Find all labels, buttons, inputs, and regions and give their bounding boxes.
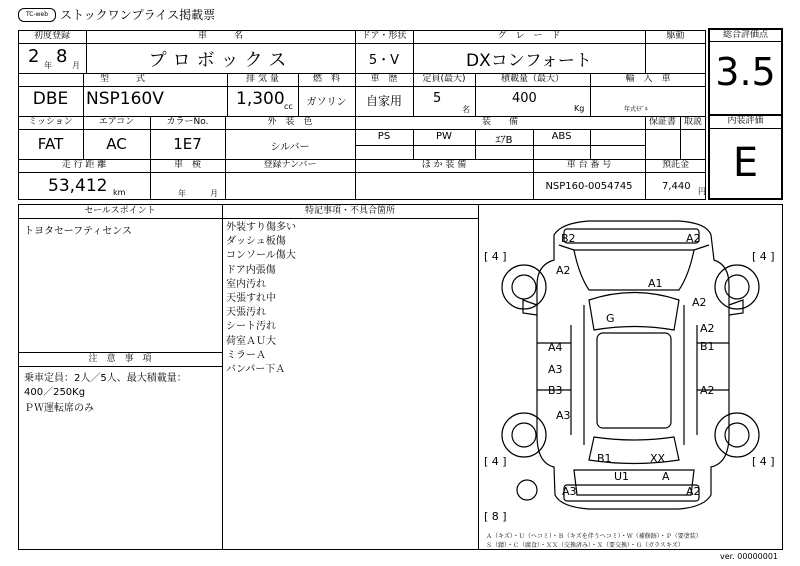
tire-depth-spare: [ 8 ] (484, 510, 507, 523)
windshield (589, 293, 679, 331)
wheel-rear-left (502, 413, 546, 457)
total-score: 3.5 (715, 50, 776, 94)
fuel: ガソリン (306, 97, 347, 108)
note-item: コンソール傷大 (226, 250, 296, 262)
mission: FAT (37, 135, 64, 153)
header-other-equipment: ほ か 装 備 (421, 160, 467, 170)
note-item: 荷室ＡＵ大 (226, 335, 276, 347)
tire-depth-rl: [ 4 ] (484, 455, 507, 468)
header-plate: 登録ナンバー (263, 160, 317, 170)
note-item: 天張汚れ (226, 307, 266, 319)
note-item: 天張すれ中 (226, 293, 276, 305)
version: ver. 00000001 (720, 552, 779, 561)
form-title: ストックワンプライス掲載票 (60, 8, 216, 22)
tire-depth-fr: [ 4 ] (752, 250, 775, 263)
note-item: ミラーＡ (226, 349, 266, 361)
header-door-shape: ドア・形状 (361, 31, 407, 41)
aircon: AC (106, 135, 127, 153)
payload-unit: Kg (574, 104, 585, 113)
equipment-pw: PW (436, 131, 452, 142)
header-fuel: 燃 料 (312, 74, 340, 84)
legend-line-2: Ｓ（錆）・Ｃ（腐食）・ＸＸ（交換済み）・Ｘ（要交換）・Ｇ（ガラスキズ） (486, 542, 684, 549)
month-unit: 月 (72, 61, 80, 70)
first-reg-month: 8 (56, 46, 68, 67)
wheel-rear-right (715, 413, 759, 457)
year-unit: 年 (44, 61, 52, 70)
damage-mark: A3 (556, 409, 571, 422)
first-reg-year: 2 (28, 46, 40, 67)
rear-bumper (564, 485, 699, 501)
damage-mark: A3 (548, 363, 563, 376)
spare-tire (517, 480, 537, 500)
header-displacement: 排 気 量 (246, 74, 279, 84)
equipment-abs: ABS (551, 131, 572, 142)
damage-mark: A4 (548, 341, 563, 354)
caution-title: 注 意 事 項 (88, 354, 152, 364)
damage-mark: G (606, 312, 615, 325)
note-item: シート汚れ (226, 321, 276, 333)
displacement: 1,300 (236, 89, 285, 109)
caution-list (24, 372, 187, 417)
exterior-color: シルバー (270, 142, 310, 153)
note-item: 室内汚れ (226, 278, 266, 290)
header-drive: 駆動 (666, 31, 685, 41)
mileage: 53,412 (48, 176, 108, 196)
damage-mark: A (662, 470, 670, 483)
door-shape: 5・V (368, 53, 400, 68)
import-model-year: 年式ﾓﾃﾞﾙ (624, 106, 649, 113)
header-history: 車 歴 (370, 74, 398, 84)
damage-mark: B1 (597, 452, 612, 465)
inspection-year-unit: 年 (178, 189, 186, 198)
note-item: ドア内張傷 (226, 264, 276, 276)
damage-mark: U1 (614, 470, 630, 483)
displacement-unit: cc (284, 102, 293, 111)
color-no: 1E7 (173, 135, 202, 153)
sales-point-title: セールスポイント (84, 206, 156, 216)
damage-mark: A2 (700, 322, 715, 335)
model-prefix: DBE (32, 89, 69, 109)
history: 自家用 (365, 94, 402, 108)
capacity-unit: 名 (462, 105, 470, 114)
note-item: ダッシュ板傷 (226, 236, 286, 248)
interior-score: E (732, 140, 759, 186)
roof (597, 333, 671, 428)
header-chassis-no: 車 台 番 号 (566, 160, 612, 170)
wheel-front-left (502, 265, 546, 309)
mirror-left (523, 300, 537, 315)
header-mileage: 走 行 距 離 (61, 160, 107, 170)
header-interior-score: 内装評価 (727, 116, 764, 126)
tire-depth-rr: [ 4 ] (752, 455, 775, 468)
damage-mark: A2 (686, 485, 701, 498)
payload: 400 (512, 91, 537, 106)
damage-mark: A2 (692, 296, 707, 309)
notes-list (226, 221, 296, 377)
header-aircon: エアコン (98, 117, 135, 127)
header-payload: 積載量（最大） (500, 74, 564, 84)
price-unit: 円 (698, 187, 706, 196)
chassis-no: NSP160-0054745 (545, 181, 633, 192)
header-car-name: 車 名 (197, 31, 243, 41)
damage-mark: A2 (700, 384, 715, 397)
header-exterior-color: 外 装 色 (267, 117, 313, 127)
caution-item: ＰＷ運転席のみ (24, 403, 94, 415)
equipment-ps: PS (377, 131, 391, 142)
note-item: バンパー下Ａ (226, 364, 286, 376)
header-import: 輸 入 車 (625, 74, 671, 84)
note-item: 外装すり傷多い (226, 222, 296, 233)
front-bumper (564, 229, 699, 243)
price: 7,440 (662, 181, 691, 192)
notes-title: 特記事項・不具合箇所 (304, 206, 395, 216)
model: NSP160V (86, 89, 164, 109)
mirror-right (729, 300, 743, 315)
damage-mark: A1 (648, 277, 663, 290)
header-inspection: 車 検 (173, 160, 201, 170)
grade: DXコンフォート (466, 51, 592, 71)
inspection-month-unit: 月 (210, 189, 218, 198)
sales-point: トヨタセーフティセンス (24, 226, 132, 237)
damage-mark: B1 (700, 340, 715, 353)
header-total-score: 総合評価点 (722, 30, 768, 40)
equipment-airbag: ｴｱB (495, 135, 513, 146)
mileage-unit: km (113, 188, 126, 197)
hood (574, 250, 694, 290)
header-manual: 取説 (683, 117, 702, 127)
damage-mark: A3 (562, 485, 577, 498)
damage-mark: B3 (548, 384, 563, 397)
brand-logo: TC-web (18, 8, 56, 22)
car-diagram (479, 205, 782, 530)
damage-mark: B2 (561, 232, 576, 245)
damage-mark: A2 (556, 264, 571, 277)
tire-depth-fl: [ 4 ] (484, 250, 507, 263)
header-price: 預託金 (661, 160, 689, 170)
capacity: 5 (433, 91, 442, 106)
legend-line-1: Ａ（キズ）・Ｕ（ヘコミ）・Ｂ（キズを伴うヘコミ）・Ｗ（補修跡）・Ｐ（要塗装） (486, 533, 702, 540)
header-warranty: 保証書 (648, 117, 676, 127)
header-first-reg: 初度登録 (33, 31, 70, 41)
damage-mark: A2 (686, 232, 701, 245)
damage-mark: XX (650, 452, 666, 465)
caution-item: 乗車定員：2人／5人、最大積載量： (24, 373, 187, 384)
header-grade: グ レ ー ド (497, 31, 561, 41)
header-equipment: 装 備 (481, 117, 518, 127)
header-color-no: カラーNo. (166, 117, 209, 127)
header-model: 型 式 (99, 74, 145, 84)
header-capacity: 定員(最大) (422, 74, 466, 84)
car-name: プロボックス (148, 50, 293, 71)
caution-item: 400／250Kg (24, 387, 86, 399)
header-mission: ミッション (28, 117, 73, 127)
